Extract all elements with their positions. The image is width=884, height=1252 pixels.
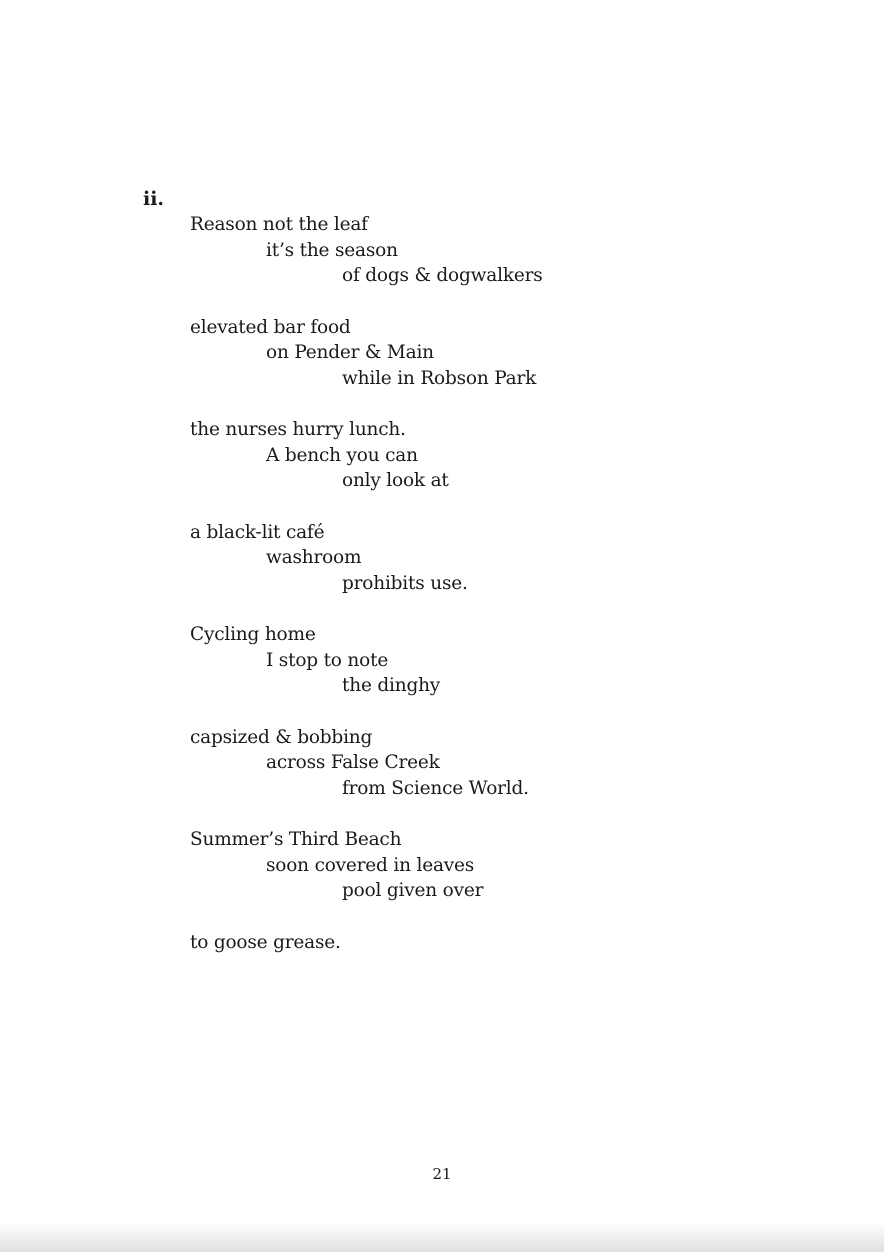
poem-line: capsized & bobbing — [190, 726, 373, 748]
poem-line: A bench you can — [266, 444, 418, 466]
poem-line: on Pender & Main — [266, 342, 434, 363]
poem-line: Summer’s Third Beach — [190, 829, 402, 850]
poem-line: I stop to note — [266, 649, 389, 671]
poem-line: Cycling home — [190, 624, 316, 645]
poem-line: prohibits use. — [342, 572, 468, 594]
poem-line: across False Creek — [266, 752, 440, 773]
poem-line: the dinghy — [342, 675, 441, 696]
poem-line: while in Robson Park — [342, 367, 537, 389]
poem-line: the nurses hurry lunch. — [190, 419, 406, 440]
page-bottom-shadow — [0, 1222, 884, 1252]
stanza-5 — [190, 622, 790, 699]
stanza-1 — [190, 212, 790, 289]
poem-line: elevated bar food — [190, 316, 351, 338]
poem-line: pool given over — [342, 880, 484, 901]
poem-line: washroom — [266, 547, 362, 568]
stanza-7 — [190, 827, 790, 904]
poem-line: of dogs & dogwalkers — [342, 265, 543, 286]
poem-line: it’s the season — [266, 239, 398, 261]
section-marker: ii. — [143, 188, 165, 210]
poem-line: a black-lit café — [190, 521, 325, 543]
poem-line: to goose grease. — [190, 931, 341, 953]
stanza-2 — [190, 315, 790, 392]
poem-line: Reason not the leaf — [190, 214, 368, 235]
poem-body — [190, 212, 790, 981]
poem-line: from Science World. — [342, 777, 529, 799]
stanza-4 — [190, 520, 790, 597]
poem-line: only look at — [342, 470, 449, 491]
stanza-3 — [190, 417, 790, 494]
page-number: 21 — [432, 1165, 452, 1183]
stanza-6 — [190, 725, 790, 802]
stanza-8 — [190, 930, 790, 956]
poem-line: soon covered in leaves — [266, 854, 475, 876]
